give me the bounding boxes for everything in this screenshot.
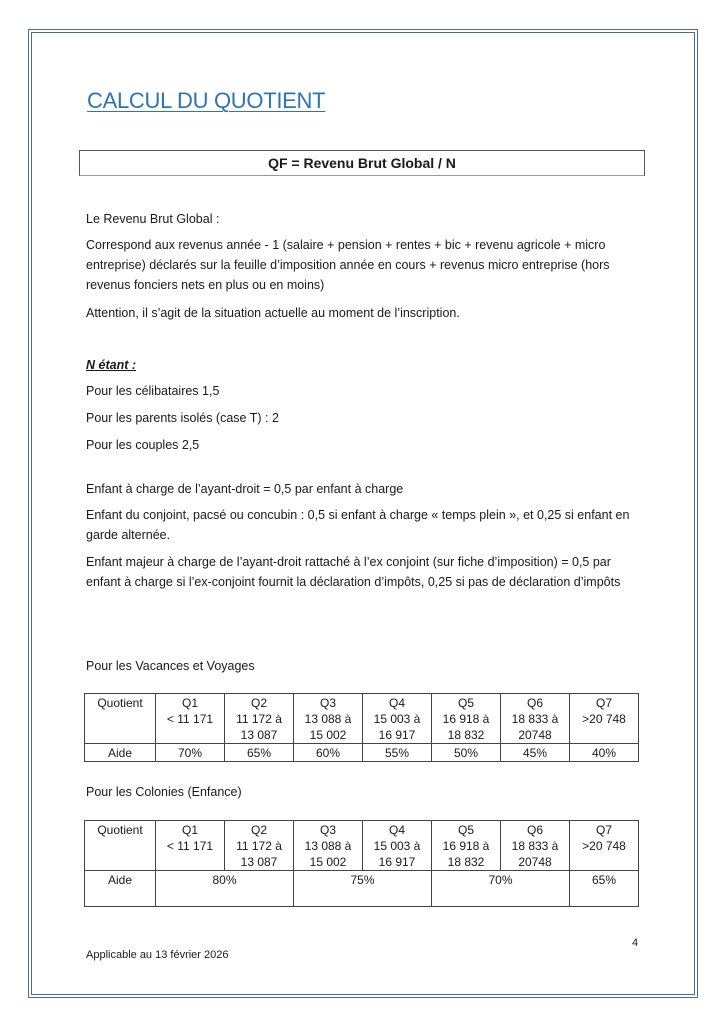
- n-item-parents-isoles: Pour les parents isolés (case T) : 2: [86, 411, 279, 425]
- quotient-cell-q5: Q5 16 918 à 18 832: [432, 821, 501, 871]
- quotient-cell-q1: Q1 < 11 171: [156, 821, 225, 871]
- quotient-cell-q4: Q4 15 003 à 16 917: [363, 694, 432, 744]
- row-header-aide: Aide: [85, 871, 156, 907]
- aide-cell-q5: 50%: [432, 744, 501, 762]
- aide-cell-q4: 55%: [363, 744, 432, 762]
- aide-cell-q7: 65%: [570, 871, 639, 907]
- table-colonies: [84, 820, 639, 907]
- aide-cell-q5-q6: 70%: [432, 871, 570, 907]
- quotient-cell-q2: Q2 11 172 à 13 087: [225, 821, 294, 871]
- quotient-cell-q3: Q3 13 088 à 15 002: [294, 821, 363, 871]
- formula-text: QF = Revenu Brut Global / N: [268, 155, 456, 171]
- child-item-conjoint: Enfant du conjoint, pacsé ou concubin : 0,5 si enfant à charge « temps plein », et 0,25 si enfant en garde alternée.: [86, 508, 630, 542]
- formula-box: [79, 150, 645, 176]
- quotient-cell-q1: Q1 < 11 171: [156, 694, 225, 744]
- n-heading: N étant :: [86, 358, 136, 372]
- aide-cell-q1: 70%: [156, 744, 225, 762]
- revenu-label: Le Revenu Brut Global :: [86, 212, 220, 226]
- table-row-quotient: [85, 821, 639, 871]
- aide-cell-q7: 40%: [570, 744, 639, 762]
- revenu-note: Attention, il s’agit de la situation actuelle au moment de l’inscription.: [86, 306, 460, 320]
- row-header-quotient: Quotient: [85, 694, 156, 744]
- table-row-aide: [85, 744, 639, 762]
- quotient-cell-q7: Q7 >20 748: [570, 821, 639, 871]
- table-row-quotient: [85, 694, 639, 744]
- page-title: CALCUL DU QUOTIENT: [87, 88, 326, 113]
- footer-applicable-date: Applicable au 13 février 2026: [86, 949, 229, 961]
- child-item-ayant-droit: Enfant à charge de l’ayant-droit = 0,5 par enfant à charge: [86, 482, 404, 496]
- row-header-aide: Aide: [85, 744, 156, 762]
- aide-cell-q3: 60%: [294, 744, 363, 762]
- row-header-quotient: Quotient: [85, 821, 156, 871]
- quotient-cell-q3: Q3 13 088 à 15 002: [294, 694, 363, 744]
- quotient-cell-q5: Q5 16 918 à 18 832: [432, 694, 501, 744]
- table-row-aide: [85, 871, 639, 907]
- quotient-cell-q4: Q4 15 003 à 16 917: [363, 821, 432, 871]
- quotient-cell-q6: Q6 18 833 à 20748: [501, 821, 570, 871]
- page-number: 4: [632, 937, 639, 949]
- aide-cell-q6: 45%: [501, 744, 570, 762]
- revenu-description: Correspond aux revenus année - 1 (salaire + pension + rentes + bic + revenu agricole + micro entreprise) déclarés sur la feuille d’imposition année en cours + revenus micro entreprise (hors revenus fonciers nets en plus ou en moins): [86, 238, 610, 292]
- n-item-couples: Pour les couples 2,5: [86, 438, 200, 452]
- aide-cell-q1-q2: 80%: [156, 871, 294, 907]
- n-item-celibataires: Pour les célibataires 1,5: [86, 384, 220, 398]
- child-item-majeur: Enfant majeur à charge de l’ayant-droit rattaché à l’ex conjoint (sur fiche d’imposition) = 0,5 par enfant à charge si l’ex-conjoint fournit la déclaration d’impôts, 0,25 si pas de déclaration d’impôts: [86, 555, 621, 589]
- table-colonies-caption: Pour les Colonies (Enfance): [86, 785, 242, 799]
- quotient-cell-q7: Q7 >20 748: [570, 694, 639, 744]
- aide-cell-q3-q4: 75%: [294, 871, 432, 907]
- quotient-cell-q2: Q2 11 172 à 13 087: [225, 694, 294, 744]
- table-vacances-caption: Pour les Vacances et Voyages: [86, 659, 255, 673]
- table-vacances: [84, 693, 639, 762]
- aide-cell-q2: 65%: [225, 744, 294, 762]
- quotient-cell-q6: Q6 18 833 à 20748: [501, 694, 570, 744]
